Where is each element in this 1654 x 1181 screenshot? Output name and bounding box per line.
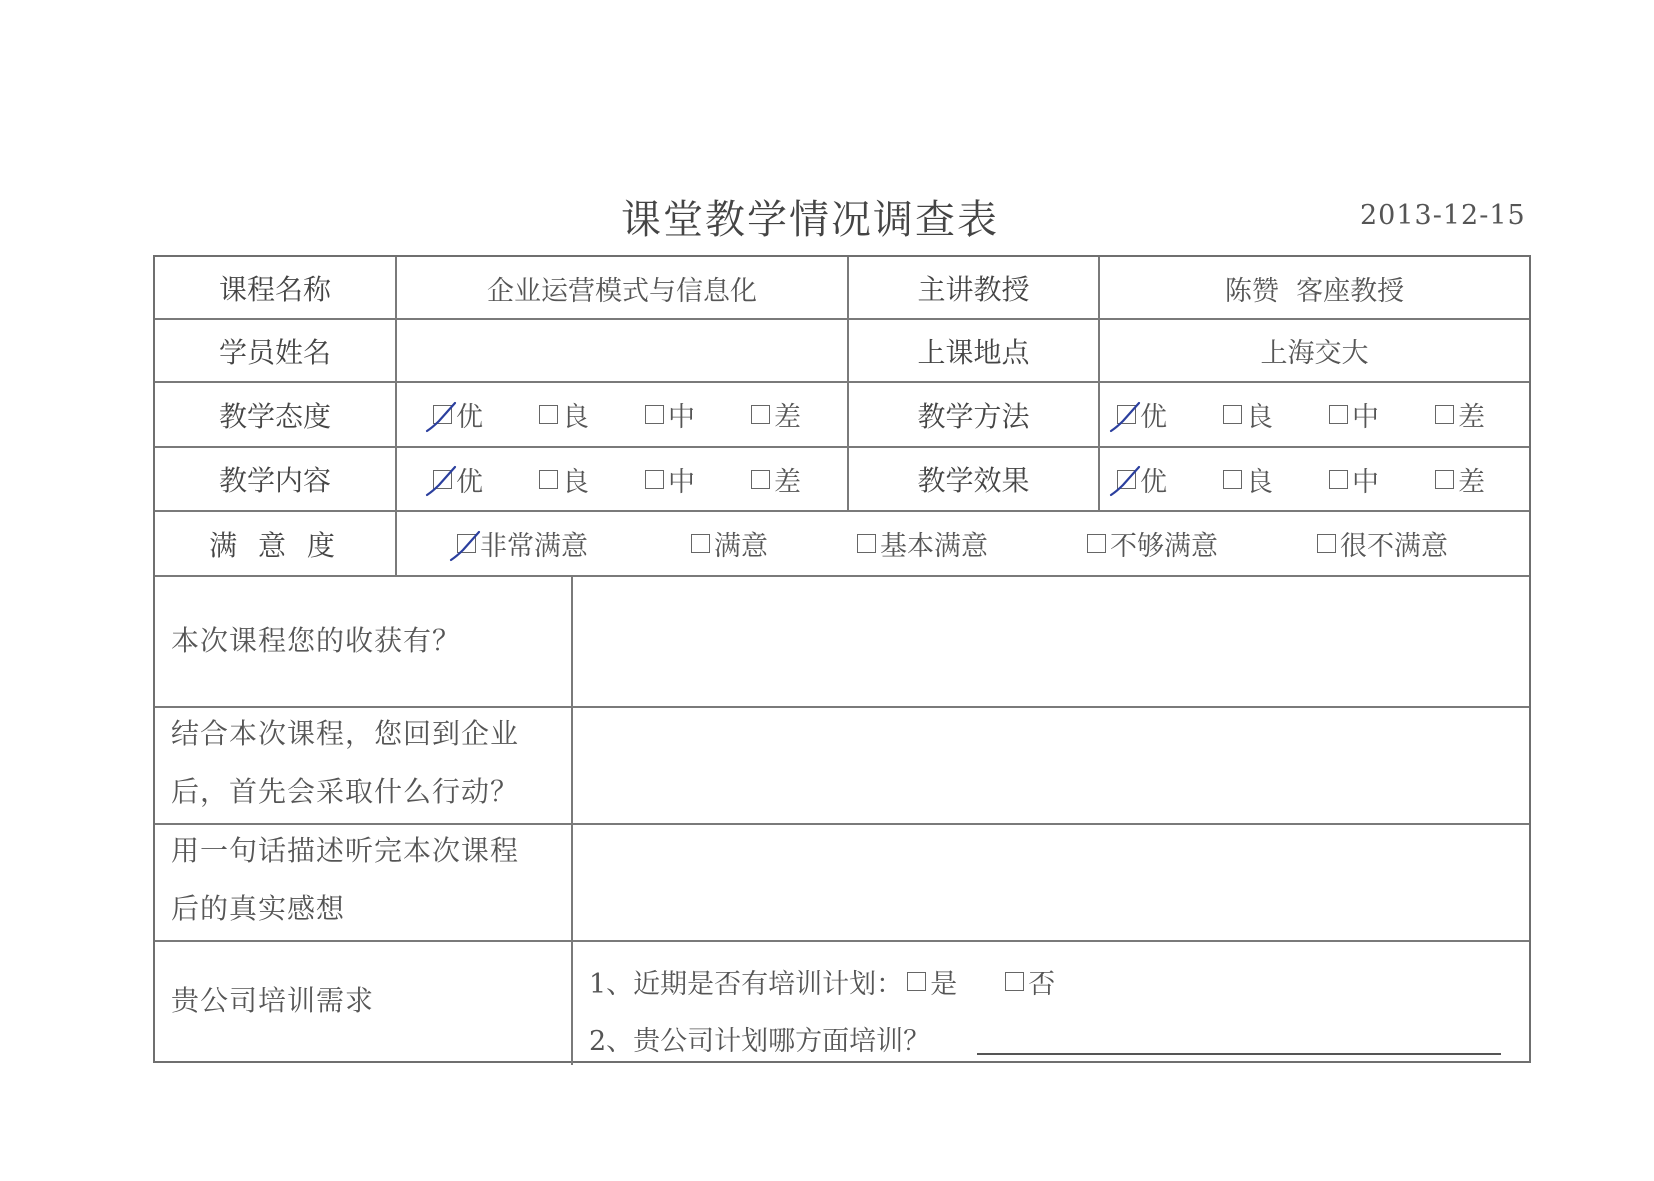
content-option-3[interactable]	[751, 448, 801, 510]
training-plan-no-label: 否	[1028, 968, 1056, 1000]
content-option-label-2: 中	[668, 466, 695, 498]
attitude-checkbox-2[interactable]	[645, 405, 664, 424]
effect-label: 教学效果	[917, 464, 1030, 497]
lecturer-value: 陈赞 客座教授	[1224, 275, 1405, 307]
method-option-2[interactable]	[1329, 383, 1379, 446]
student-name-field[interactable]	[397, 320, 847, 381]
satisfaction-checkbox-1[interactable]	[691, 534, 710, 553]
location-label: 上课地点	[917, 335, 1030, 369]
training-plan-no-checkbox[interactable]	[1005, 972, 1024, 991]
method-option-3[interactable]	[1435, 383, 1485, 446]
attitude-option-label-2: 中	[668, 402, 695, 433]
effect-option-label-3: 差	[1458, 466, 1485, 498]
attitude-option-label-0: 优	[456, 402, 483, 433]
training-plan-yes-checkbox[interactable]	[907, 972, 926, 991]
attitude-option-0[interactable]	[433, 383, 483, 446]
effect-option-2[interactable]	[1329, 448, 1379, 510]
satisfaction-option-1[interactable]	[691, 512, 768, 575]
satisfaction-checkbox-4[interactable]	[1317, 534, 1336, 553]
content-option-2[interactable]	[645, 448, 695, 510]
effect-checkbox-2[interactable]	[1329, 470, 1348, 489]
effect-checkbox-1[interactable]	[1223, 470, 1242, 489]
attitude-option-label-3: 差	[774, 402, 801, 433]
attitude-label: 教学态度	[218, 399, 331, 433]
effect-option-1[interactable]	[1223, 448, 1273, 510]
content-option-1[interactable]	[539, 448, 589, 510]
method-option-label-3: 差	[1458, 402, 1485, 433]
effect-option-3[interactable]	[1435, 448, 1485, 510]
content-label: 教学内容	[218, 464, 331, 497]
satisfaction-label: 满 意 度	[209, 528, 341, 562]
method-label: 教学方法	[917, 399, 1030, 433]
content-checkbox-1[interactable]	[539, 470, 558, 489]
satisfaction-checkbox-3[interactable]	[1087, 534, 1106, 553]
satisfaction-option-2[interactable]	[857, 512, 988, 575]
form-title: 课堂教学情况调查表	[621, 197, 999, 243]
attitude-option-label-1: 良	[562, 402, 589, 433]
location-value: 上海交大	[1260, 338, 1369, 369]
method-checkbox-1[interactable]	[1223, 405, 1242, 424]
satisfaction-option-label-0: 非常满意	[480, 531, 588, 562]
training-plan-yes-label: 是	[930, 968, 958, 1000]
satisfaction-option-label-2: 基本满意	[880, 531, 988, 562]
effect-checkbox-0[interactable]	[1117, 470, 1136, 489]
lecturer-label: 主讲教授	[917, 273, 1030, 306]
content-checkbox-2[interactable]	[645, 470, 664, 489]
content-option-label-0: 优	[456, 466, 483, 498]
method-option-label-1: 良	[1246, 402, 1273, 433]
attitude-option-2[interactable]	[645, 383, 695, 446]
effect-checkbox-3[interactable]	[1435, 470, 1454, 489]
method-option-1[interactable]	[1223, 383, 1273, 446]
training-plan-question: 1、近期是否有培训计划：	[589, 968, 904, 1000]
question-training-needs: 贵公司培训需求	[171, 984, 375, 1017]
question-action-line1: 结合本次课程，您回到企业	[171, 717, 520, 750]
method-option-label-2: 中	[1352, 402, 1379, 433]
attitude-option-3[interactable]	[751, 383, 801, 446]
method-checkbox-0[interactable]	[1117, 405, 1136, 424]
content-option-label-3: 差	[774, 466, 801, 498]
question-feeling-line2: 后的真实感想	[171, 892, 346, 925]
method-option-label-0: 优	[1140, 402, 1167, 433]
training-plan-line	[589, 957, 1055, 1005]
form-date: 2013-12-15	[1360, 200, 1526, 231]
content-option-0[interactable]	[433, 448, 483, 510]
question-action-line2: 后，首先会采取什么行动？	[171, 775, 520, 808]
content-option-label-1: 良	[562, 466, 589, 498]
method-checkbox-3[interactable]	[1435, 405, 1454, 424]
question-feeling-line1: 用一句话描述听完本次课程	[171, 834, 520, 867]
satisfaction-checkbox-0[interactable]	[457, 534, 476, 553]
method-option-0[interactable]	[1117, 383, 1167, 446]
content-checkbox-3[interactable]	[751, 470, 770, 489]
satisfaction-option-0[interactable]	[457, 512, 588, 575]
attitude-checkbox-1[interactable]	[539, 405, 558, 424]
effect-option-label-0: 优	[1140, 466, 1167, 498]
satisfaction-checkbox-2[interactable]	[857, 534, 876, 553]
satisfaction-option-label-4: 很不满意	[1340, 531, 1448, 562]
attitude-checkbox-3[interactable]	[751, 405, 770, 424]
answer-gains-field[interactable]	[573, 577, 1529, 706]
question-gains: 本次课程您的收获有？	[171, 624, 462, 657]
effect-option-0[interactable]	[1117, 448, 1167, 510]
training-area-line	[589, 1014, 930, 1062]
attitude-option-1[interactable]	[539, 383, 589, 446]
effect-option-label-2: 中	[1352, 466, 1379, 498]
satisfaction-option-label-1: 满意	[714, 531, 768, 562]
satisfaction-option-4[interactable]	[1317, 512, 1448, 575]
student-name-label: 学员姓名	[218, 335, 331, 369]
effect-option-label-1: 良	[1246, 466, 1273, 498]
method-checkbox-2[interactable]	[1329, 405, 1348, 424]
training-area-question: 2、贵公司计划哪方面培训？	[589, 1025, 931, 1057]
content-checkbox-0[interactable]	[433, 470, 452, 489]
training-area-answer-line[interactable]	[977, 1053, 1501, 1055]
satisfaction-option-3[interactable]	[1087, 512, 1218, 575]
survey-table	[153, 255, 1531, 1063]
answer-feeling-field[interactable]	[573, 825, 1529, 940]
attitude-checkbox-0[interactable]	[433, 405, 452, 424]
satisfaction-option-label-3: 不够满意	[1110, 531, 1218, 562]
course-name-label: 课程名称	[218, 273, 331, 306]
course-name-value: 企业运营模式与信息化	[487, 275, 757, 307]
answer-action-field[interactable]	[573, 708, 1529, 823]
